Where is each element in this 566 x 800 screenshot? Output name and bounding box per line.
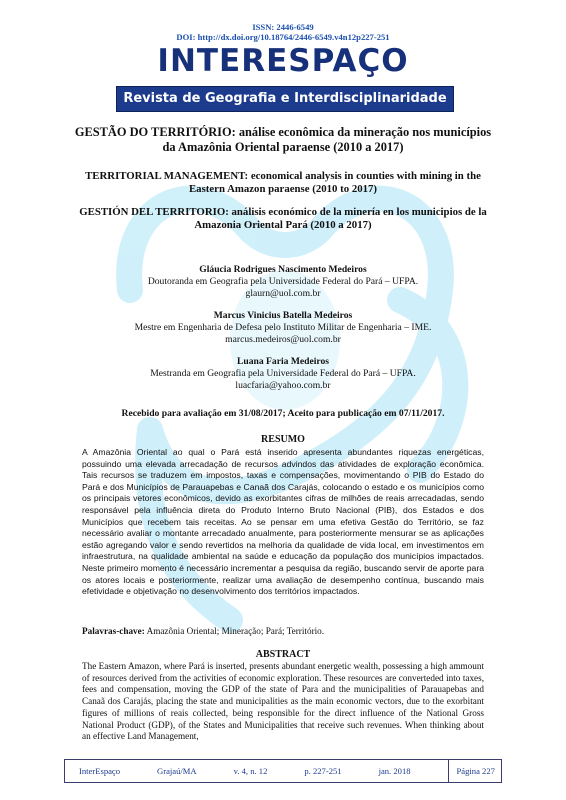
title-es: GESTIÓN DEL TERRITORIO: análisis económico de la minería en los municipios de la Amazonia Oriental Pará (2010 a 2017) xyxy=(79,206,487,231)
abstract-heading: ABSTRACT xyxy=(255,649,311,660)
author-name: Marcus Vinicius Batella Medeiros xyxy=(213,310,353,321)
author-affiliation: Doutoranda em Geografia pela Universidade Federal do Pará – UFPA. xyxy=(147,276,419,287)
footer-page-number: Página 227 xyxy=(448,760,495,782)
title-en: TERRITORIAL MANAGEMENT: economical analysis in counties with mining in the Eastern Amazon paraense (2010 to 2017) xyxy=(85,170,481,195)
author-name: Luana Faria Medeiros xyxy=(236,356,330,367)
footer-pages: p. 227-251 xyxy=(304,766,342,776)
author-email[interactable]: glaurn@uol.com.br xyxy=(245,288,321,299)
author-email[interactable]: luacfaria@yahoo.com.br xyxy=(235,380,331,391)
footer-city: Grajaú/MA xyxy=(157,766,197,776)
footer-date: jan. 2018 xyxy=(378,766,411,776)
author-affiliation: Mestre em Engenharia de Defesa pelo Instituto Militar de Engenharia – IME. xyxy=(134,322,432,333)
author-email[interactable]: marcus.medeiros@uol.com.br xyxy=(225,334,341,345)
keywords-label: Palavras-chave: xyxy=(82,626,145,636)
keywords xyxy=(82,625,484,637)
author-name: Gláucia Rodrigues Nascimento Medeiros xyxy=(199,264,367,275)
author-2 xyxy=(60,310,506,346)
author-1 xyxy=(60,264,506,300)
footer-volume: v. 4, n. 12 xyxy=(233,766,268,776)
title-pt: GESTÃO DO TERRITÓRIO: análise econômica da mineração nos municípios da Amazônia Oriental paraense (2010 a 2017) xyxy=(74,125,492,154)
keywords-value: Amazônia Oriental; Mineração; Pará; Território. xyxy=(146,626,325,636)
resumo-text: A Amazônia Oriental ao qual o Pará está inserido apresenta abundantes riquezas energéticas, possuindo uma elevada arrecadação de recursos advindos das atividades de exploração econômica. Tais recursos se traduzem em impostos, taxas e compensações, movimentando o PIB do Estado do Pará e dos Municípios de Parauapebas e Canaã dos Carajás, colocando o estado e os municípios como os principais vetores econômicos, devido as exorbitantes cifras de milhões de reais arrecadadas, sendo responsável pela influência direta do Produto Interno Bruto Nacional (PIB), dos Estados e dos Municípios que recebem tais receitas. Ao se pensar em uma efetiva Gestão do Território, se faz necessário avaliar o montante arrecadado anualmente, para posteriormente mensurar se as aplicações estão agregando valor e sendo revertidos na melhoria da qualidade de vida local, em investimentos em infraestrutura, na qualidade ambiental na saúde e educação da população dos municípios impactados. Neste primeiro momento é necessário incrementar a pesquisa da região, buscando servir de aporte para os atores locais e posteriormente, realizar uma avaliação de desempenho contínua, buscando mais efetividade e objetivação no desenvolvimento dos territórios impactados. xyxy=(82,447,484,597)
doi-link[interactable]: DOI: http://dx.doi.org/10.18764/2446-6549.v4n12p227-251 xyxy=(176,32,390,42)
journal-banner: Revista de Geografia e Interdisciplinaridade xyxy=(116,86,454,112)
resumo-heading: RESUMO xyxy=(261,434,305,445)
received-accepted-dates: Recebido para avaliação em 31/08/2017; Aceito para publicação em 07/11/2017. xyxy=(121,408,445,419)
issn: ISSN: 2446-6549 xyxy=(252,22,314,32)
page-footer xyxy=(64,759,502,783)
footer-journal: InterEspaço xyxy=(79,766,121,776)
author-3 xyxy=(60,356,506,392)
journal-logo: INTERESPAÇO xyxy=(157,43,409,79)
author-affiliation: Mestranda em Geografia pela Universidade Federal do Pará – UFPA. xyxy=(150,368,416,379)
abstract-text: The Eastern Amazon, where Pará is inserted, presents abundant energetic wealth, possessing a high ammount of resources derived from the activities of economic exploration. These resources are converteded into taxes, fees and compensation, moving the GDP of the state of Para and the municipalities of Parauapebas and Canaã dos Carajás, placing the state and municipalities as the main economic vectors, due to the exorbitant figures of millions of reais collected, being responsible for the direct influence of the National Gross National Product (GDP), of the States and Municipalities that receive such revenues. When thinking about an effective Land Management, xyxy=(82,661,484,742)
